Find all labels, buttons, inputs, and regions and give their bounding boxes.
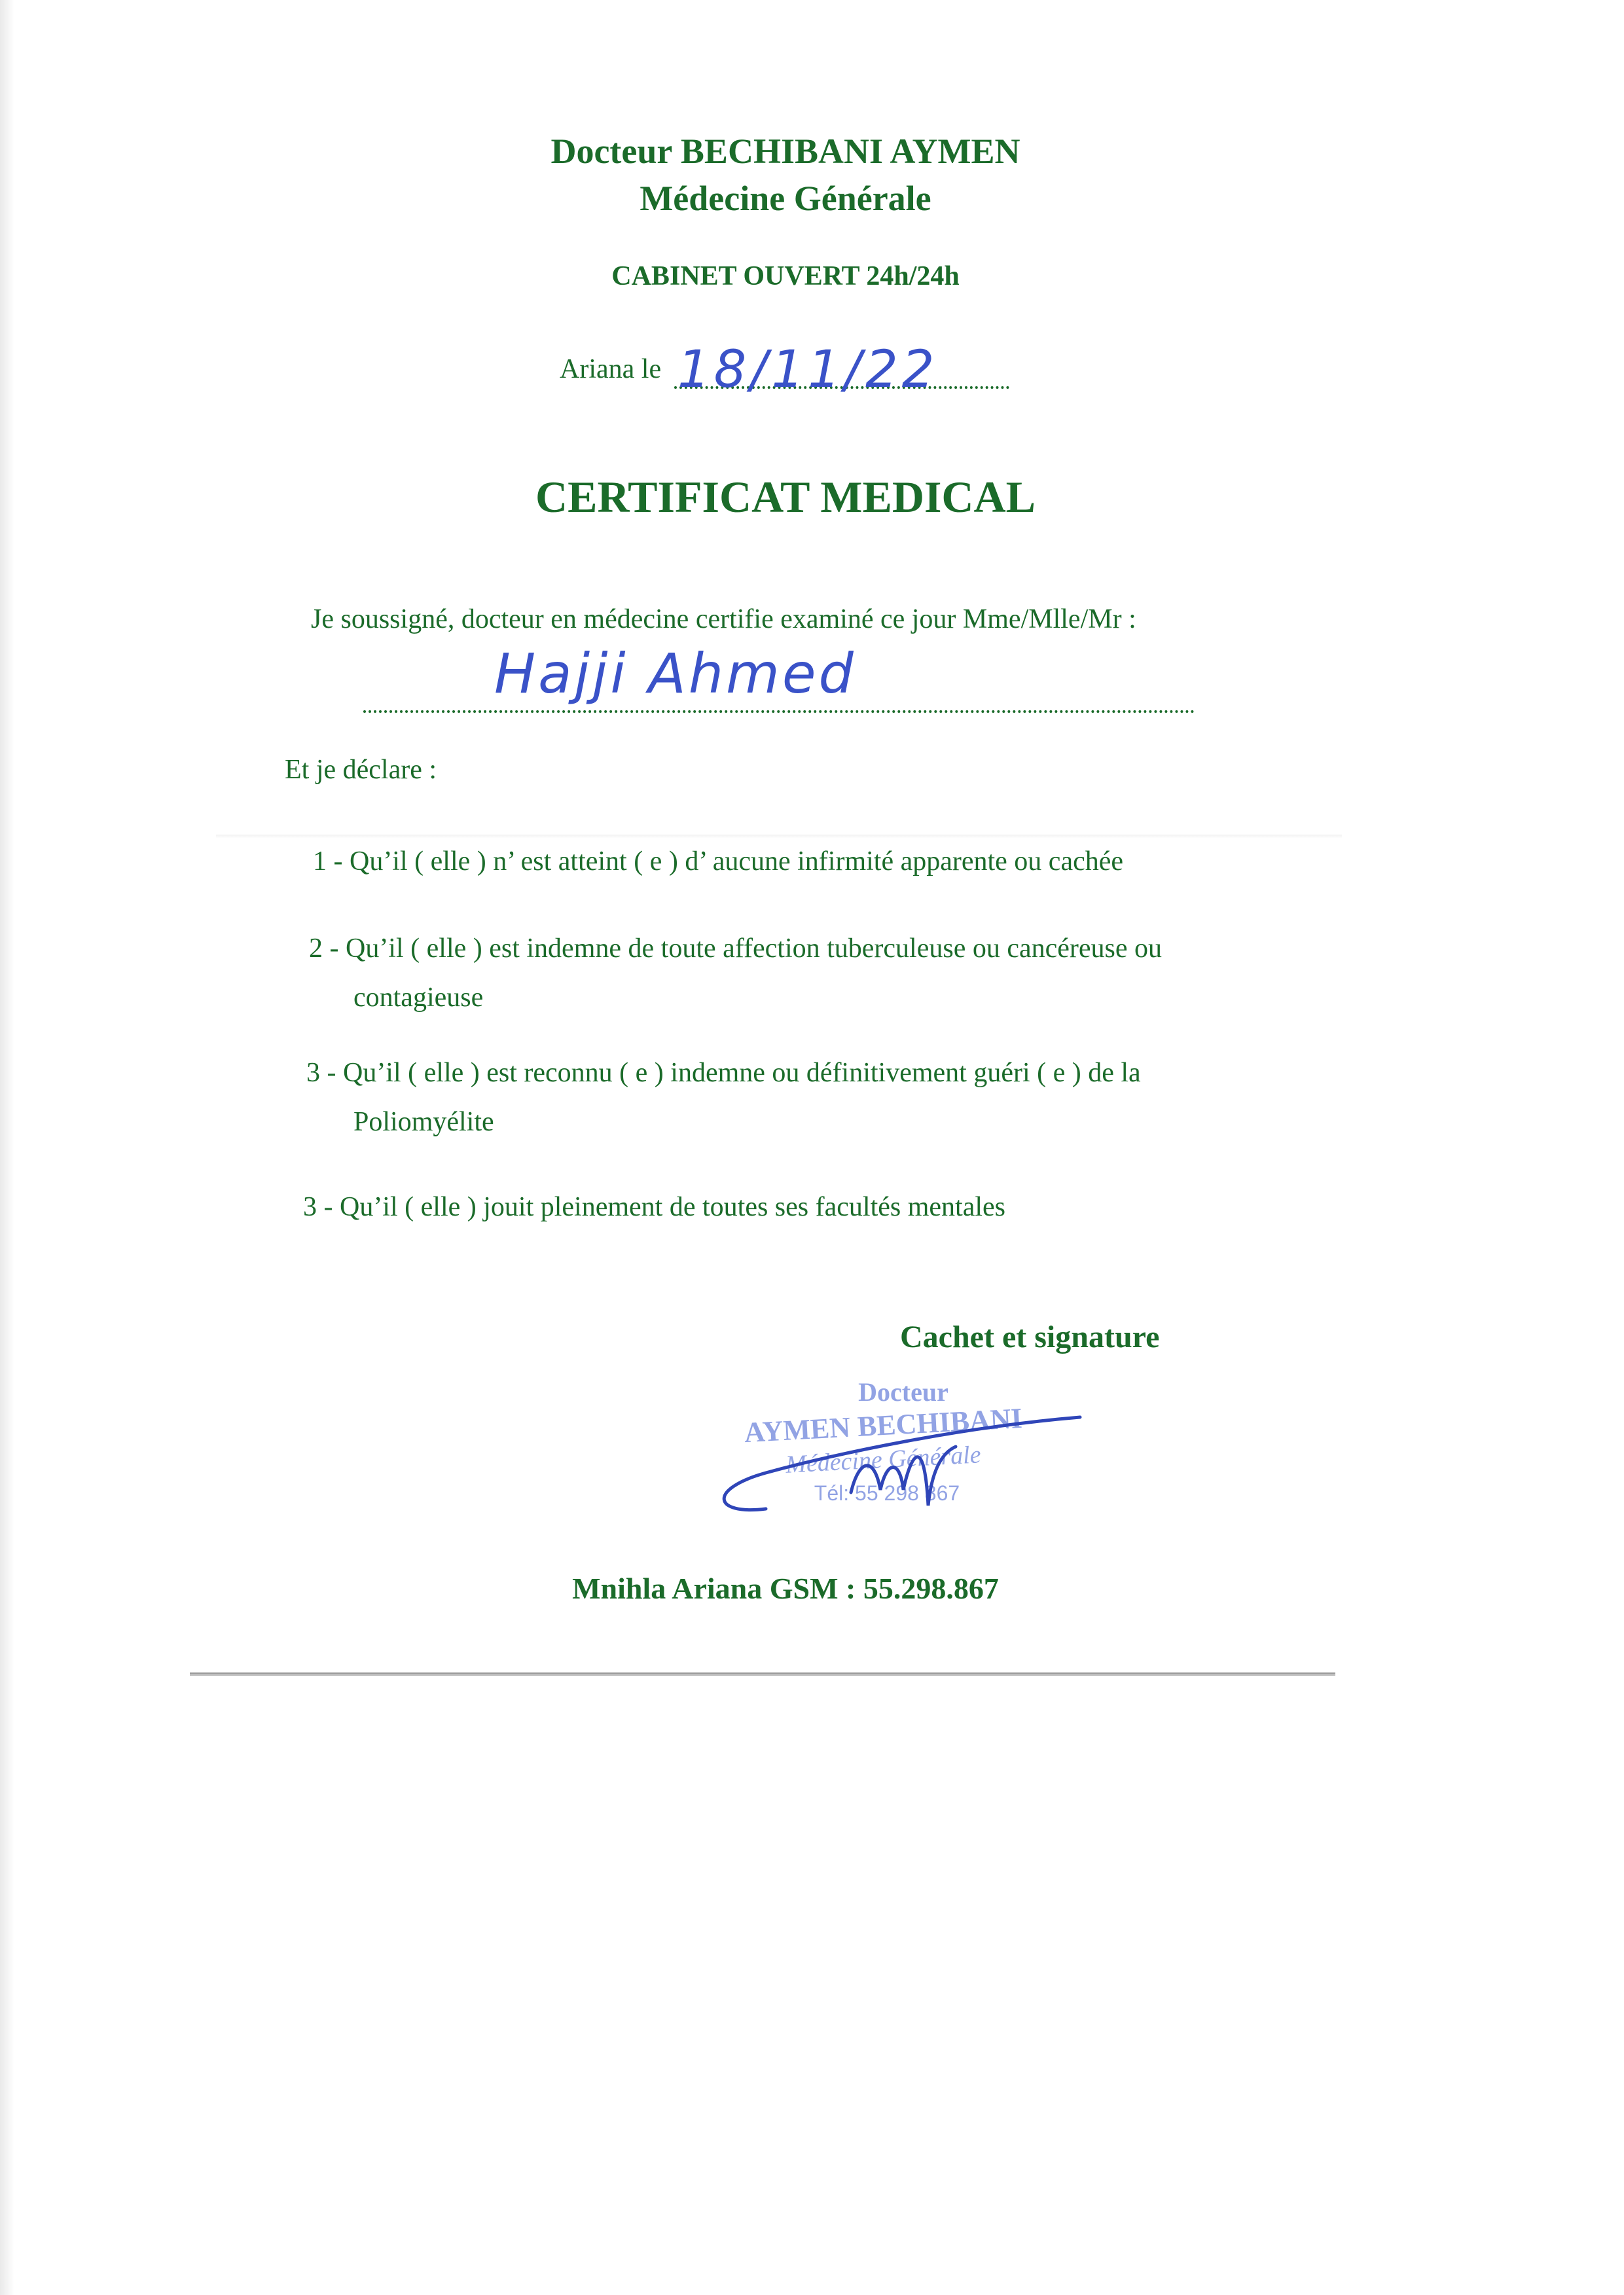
declaration-item-4: 3 - Qu’il ( elle ) jouit pleinement de toutes ses facultés mentales [303,1192,1006,1222]
opening-hours: CABINET OUVERT 24h/24h [611,261,960,291]
signature-label: Cachet et signature [900,1320,1160,1354]
declaration-item-2: 2 - Qu’il ( elle ) est indemne de toute affection tuberculeuse ou cancéreuse ou [309,933,1163,964]
stamp-line-4: Tél: 55 298 867 [814,1481,960,1505]
intro-text: Je soussigné, docteur en médecine certifie examiné ce jour Mme/Mlle/Mr : [311,604,1136,634]
declaration-item-2-cont: contagieuse [353,983,484,1013]
document-title: CERTIFICAT MEDICAL [535,472,1036,522]
declaration-item-3: 3 - Qu’il ( elle ) est reconnu ( e ) indemne ou définitivement guéri ( e ) de la [306,1058,1141,1088]
scan-left-edge [0,0,14,2295]
doctor-stamp [687,1362,1093,1532]
paper-fold-line [216,835,1342,839]
stamp-line-1: Docteur [858,1377,948,1407]
patient-dotted-line [363,710,1195,713]
declaration-item-1: 1 - Qu’il ( elle ) n’ est atteint ( e ) d’ aucune infirmité apparente ou cachée [313,846,1124,876]
stamp-line-2: AYMEN BECHIBANI [743,1401,1023,1449]
handwritten-patient-name: Hajji Ahmed [494,642,856,706]
doctor-specialty: Médecine Générale [640,179,931,218]
declare-label: Et je déclare : [285,755,437,785]
footer-contact: Mnihla Ariana GSM : 55.298.867 [572,1572,999,1605]
handwritten-date: 18/11/22 [677,340,939,399]
date-label: Ariana le [560,354,662,384]
stamp-line-3: Médecine Générale [785,1441,982,1479]
declaration-item-3-cont: Poliomyélite [353,1107,494,1137]
doctor-name: Docteur BECHIBANI AYMEN [550,132,1020,171]
